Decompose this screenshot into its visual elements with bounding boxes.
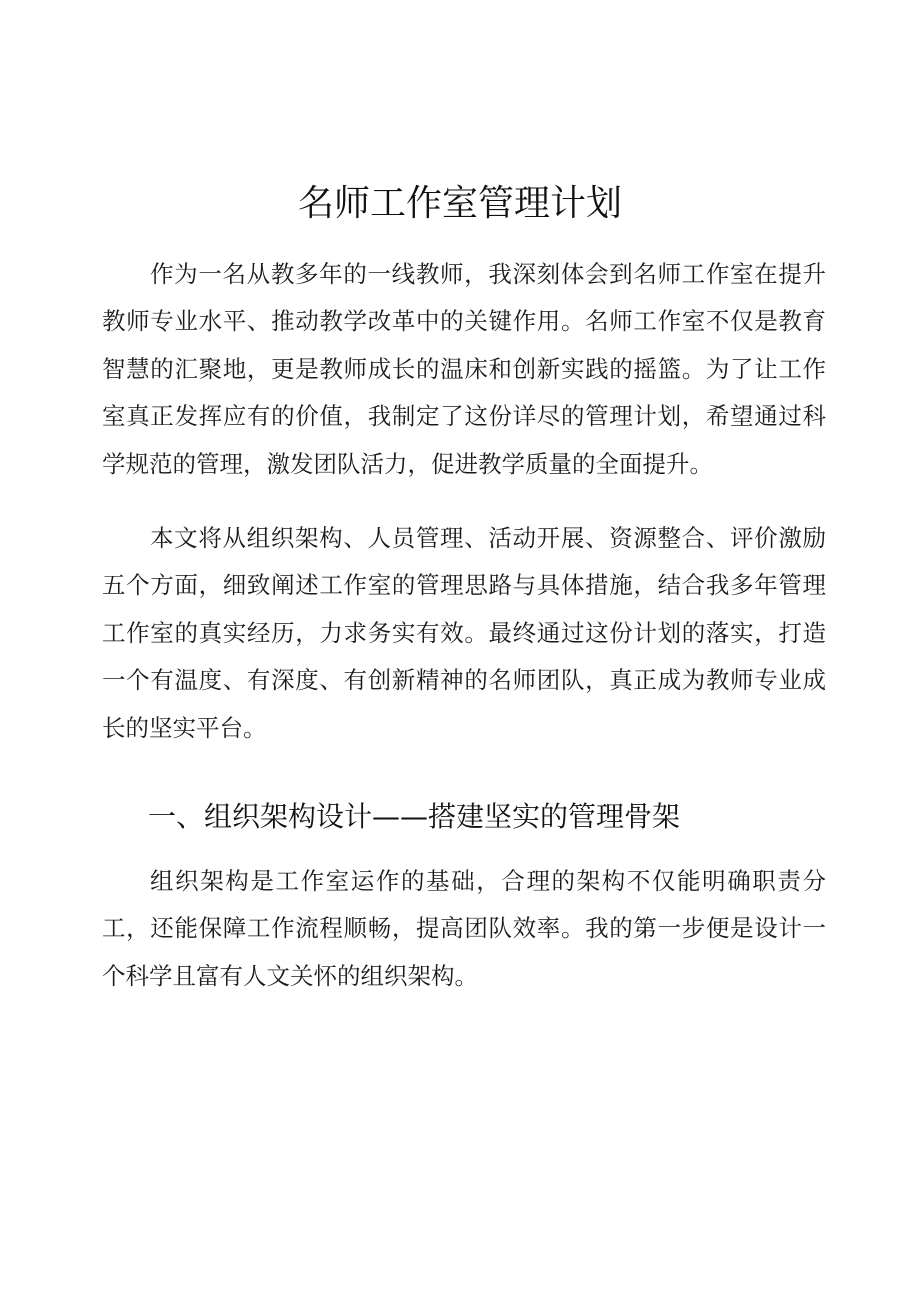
section-1-heading: 一、组织架构设计——搭建坚实的管理骨架 — [148, 800, 681, 833]
overview-paragraph: 本文将从组织架构、人员管理、活动开展、资源整合、评价激励五个方面，细致阐述工作室的管理思路与具体措施，结合我多年管理工作室的真实经历，力求务实有效。最终通过这份计划的落实，打造一个有温度、有深度、有创新精神的名师团队，真正成为教师专业成长的坚实平台。 — [102, 524, 826, 742]
section-1-paragraph: 组织架构是工作室运作的基础，合理的架构不仅能明确职责分工，还能保障工作流程顺畅，提高团队效率。我的第一步便是设计一个科学且富有人文关怀的组织架构。 — [102, 867, 826, 990]
document-title: 名师工作室管理计划 — [297, 183, 622, 224]
intro-paragraph: 作为一名从教多年的一线教师，我深刻体会到名师工作室在提升教师专业水平、推动教学改革中的关键作用。名师工作室不仅是教育智慧的汇聚地，更是教师成长的温床和创新实践的摇篮。为了让工作室真正发挥应有的价值，我制定了这份详尽的管理计划，希望通过科学规范的管理，激发团队活力，促进教学质量的全面提升。 — [102, 260, 826, 478]
